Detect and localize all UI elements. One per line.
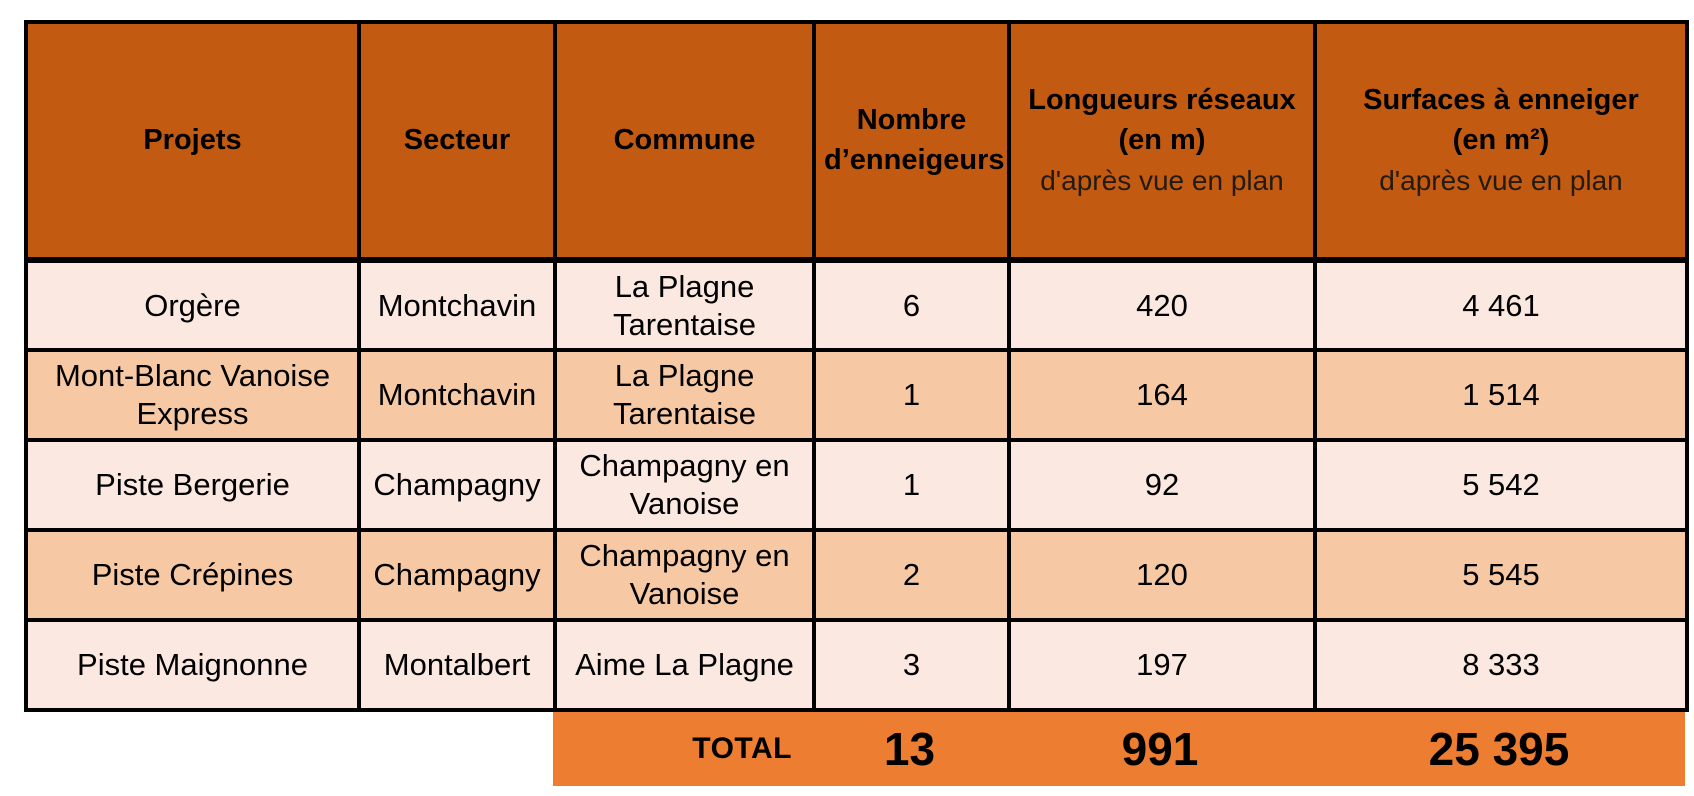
cell-projet: Piste Crépines (26, 530, 359, 620)
header-projets (26, 22, 359, 260)
cell-nombre: 6 (814, 260, 1009, 350)
header-commune-title: Commune (613, 123, 756, 156)
cell-longueur: 420 (1009, 260, 1315, 350)
cell-secteur: Montchavin (359, 260, 555, 350)
header-surfaces-subtitle: d'après vue en plan (1379, 164, 1623, 196)
cell-projet: Piste Bergerie (26, 440, 359, 530)
header-longueurs-reseaux (1009, 22, 1315, 260)
cell-commune: Champagny en Vanoise (555, 530, 814, 620)
header-projets-title: Projets (143, 123, 242, 156)
table-row (26, 620, 1687, 710)
snowmaking-projects-table (24, 20, 1689, 712)
cell-commune: Aime La Plagne (555, 620, 814, 710)
cell-longueur: 197 (1009, 620, 1315, 710)
header-commune (555, 22, 814, 260)
cell-longueur: 120 (1009, 530, 1315, 620)
cell-nombre: 1 (814, 350, 1009, 440)
total-row (553, 712, 1685, 786)
total-surface: 25 395 (1428, 723, 1570, 775)
cell-commune: La Plagne Tarentaise (555, 260, 814, 350)
total-longueur: 991 (1121, 723, 1199, 775)
header-longueurs-unit: (en m) (1118, 123, 1206, 156)
header-secteur-title: Secteur (403, 123, 511, 156)
cell-projet: Orgère (26, 260, 359, 350)
header-surfaces-unit: (en m²) (1452, 123, 1550, 156)
table-row (26, 440, 1687, 530)
header-nombre-enneigeurs-title: Nombre d’enneigeurs (824, 104, 1005, 176)
header-nombre-enneigeurs (814, 22, 1009, 260)
cell-longueur: 92 (1009, 440, 1315, 530)
cell-secteur: Montchavin (359, 350, 555, 440)
header-surfaces-enneiger (1315, 22, 1687, 260)
total-nombre: 13 (883, 723, 936, 775)
table-body (26, 260, 1687, 710)
table-header (26, 22, 1687, 260)
cell-surface: 1 514 (1315, 350, 1687, 440)
header-row (26, 22, 1687, 260)
cell-projet: Piste Maignonne (26, 620, 359, 710)
cell-surface: 8 333 (1315, 620, 1687, 710)
cell-longueur: 164 (1009, 350, 1315, 440)
total-label: TOTAL (692, 732, 792, 765)
header-longueurs-subtitle: d'après vue en plan (1040, 164, 1284, 196)
cell-projet: Mont-Blanc Vanoise Express (26, 350, 359, 440)
cell-commune: Champagny en Vanoise (555, 440, 814, 530)
header-secteur (359, 22, 555, 260)
cell-commune: La Plagne Tarentaise (555, 350, 814, 440)
snowmaking-projects-table-wrap (24, 20, 1685, 786)
cell-surface: 5 545 (1315, 530, 1687, 620)
cell-secteur: Champagny (359, 440, 555, 530)
table-row (26, 530, 1687, 620)
header-longueurs-title: Longueurs réseaux (1028, 84, 1296, 117)
cell-secteur: Champagny (359, 530, 555, 620)
table-row (26, 260, 1687, 350)
cell-secteur: Montalbert (359, 620, 555, 710)
cell-nombre: 3 (814, 620, 1009, 710)
cell-nombre: 1 (814, 440, 1009, 530)
header-surfaces-title: Surfaces à enneiger (1363, 84, 1639, 117)
cell-surface: 5 542 (1315, 440, 1687, 530)
cell-surface: 4 461 (1315, 260, 1687, 350)
table-row (26, 350, 1687, 440)
cell-nombre: 2 (814, 530, 1009, 620)
